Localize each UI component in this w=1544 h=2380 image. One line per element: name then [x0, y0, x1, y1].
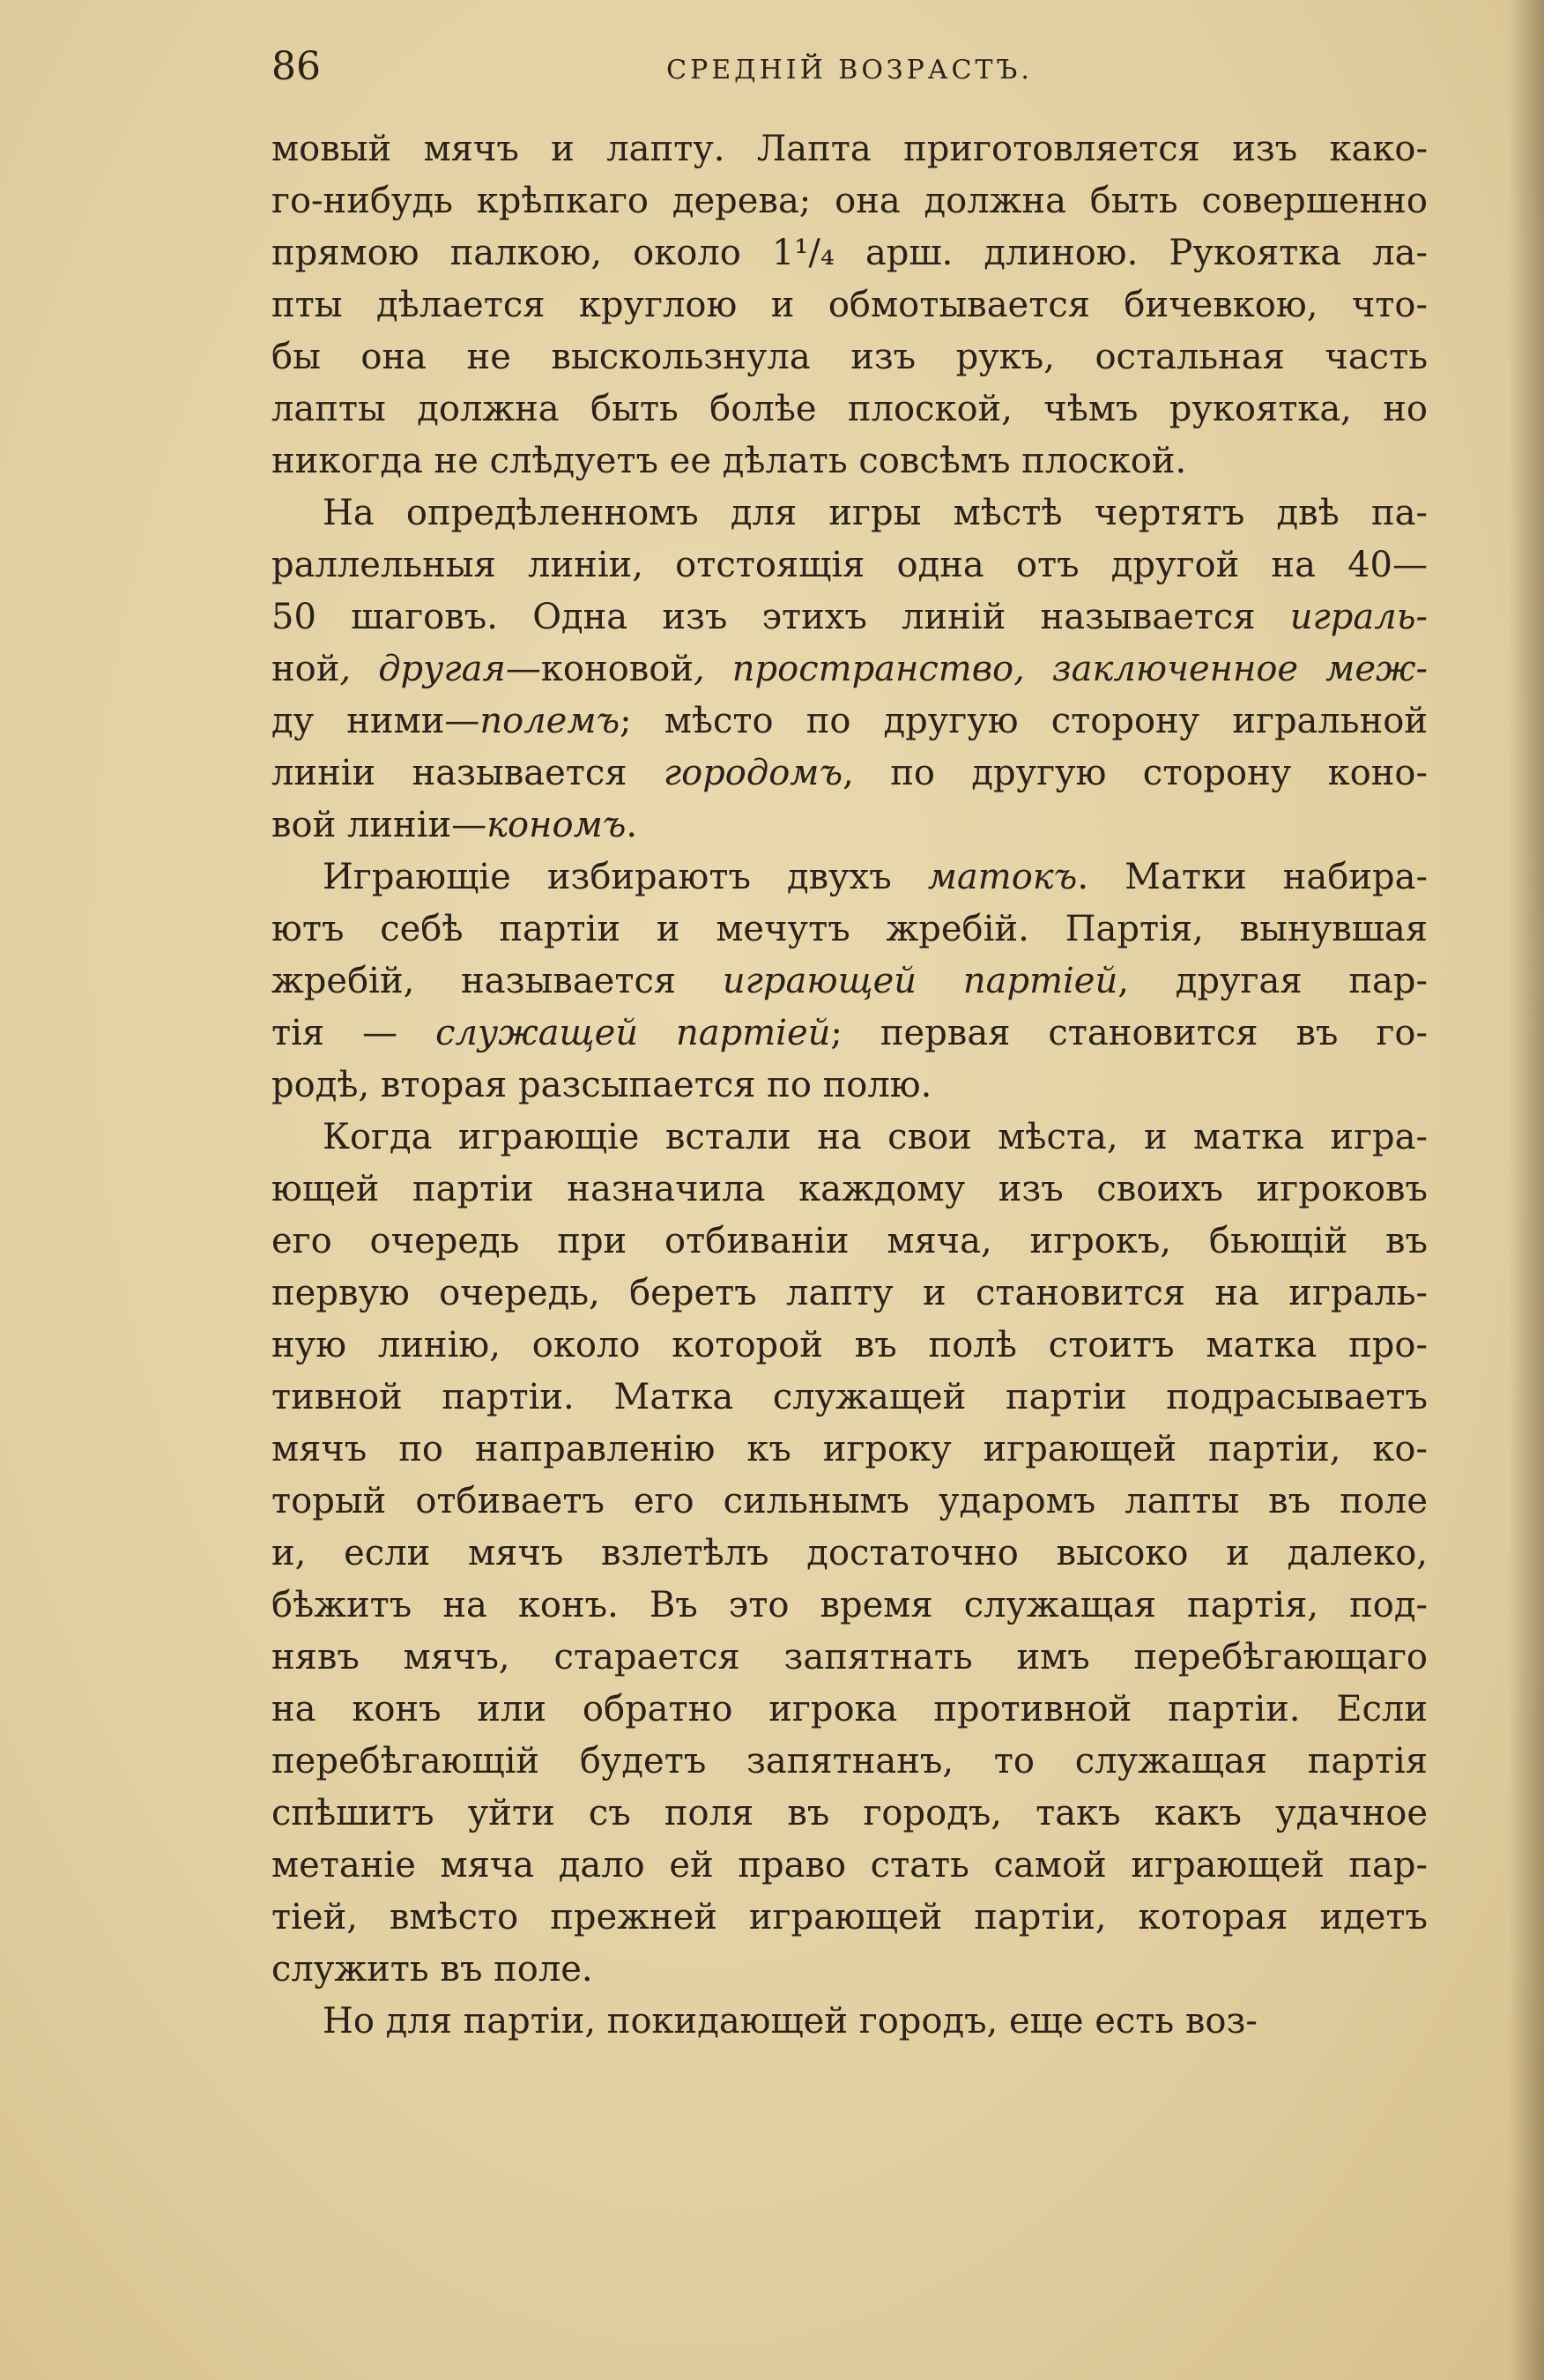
italic-term: служащей партіей [435, 1013, 831, 1053]
text-run: , по другую сторону коно- [843, 753, 1428, 793]
text-line [271, 1840, 1428, 1892]
text-run: 50 шаговъ. Одна изъ этихъ линій называется [271, 597, 1290, 637]
text-line [271, 1892, 1428, 1944]
text-line [271, 175, 1428, 227]
text-run: ; мѣсто по другую сторону игральной [620, 701, 1428, 741]
text-run: тивной партіи. Матка служащей партіи подрасываетъ [271, 1377, 1428, 1417]
text-line [271, 435, 1428, 487]
text-run: прямою палкою, около 1¹/₄ арш. длиною. Рукоятка ла- [271, 233, 1428, 273]
text-line [271, 331, 1428, 383]
text-run: на конъ или обратно игрока противной партіи. Если [271, 1689, 1428, 1729]
body-text [271, 123, 1428, 2048]
text-line [271, 1944, 1428, 1996]
italic-term: кономъ [486, 805, 627, 845]
paragraph [271, 487, 1428, 852]
running-title: СРЕДНІЙ ВОЗРАСТЪ. [666, 55, 1033, 86]
text-run: метаніе мяча дало ей право стать самой играющей пар- [271, 1845, 1428, 1885]
text-run: пты дѣлается круглою и обмотывается бичевкою, что- [271, 285, 1428, 325]
text-line [271, 1216, 1428, 1268]
text-run: Когда играющіе встали на свои мѣста, и матка игра- [323, 1117, 1428, 1157]
text-run: вой линіи— [271, 805, 487, 845]
text-run: . [626, 805, 638, 845]
text-line [271, 800, 1428, 852]
text-run: его очередь при отбиваніи мяча, игрокъ, бьющій въ [271, 1221, 1428, 1261]
text-run: ; первая становится въ го- [830, 1013, 1428, 1053]
text-run: Играющіе избираютъ двухъ [323, 857, 928, 897]
text-line [271, 279, 1428, 331]
text-run: тіей, вмѣсто прежней играющей партіи, которая идетъ [271, 1897, 1428, 1937]
text-run: , другая пар- [1117, 961, 1429, 1001]
text-run: ную линію, около которой въ полѣ стоитъ матка про- [271, 1325, 1428, 1365]
text-line [271, 1008, 1428, 1060]
text-line [271, 1320, 1428, 1372]
text-run: бы она не выскользнула изъ рукъ, остальная часть [271, 337, 1428, 377]
text-run: никогда не слѣдуетъ ее дѣлать совсѣмъ плоской. [271, 441, 1187, 481]
text-line [271, 747, 1428, 800]
paragraph [271, 1112, 1428, 1996]
page-number: 86 [271, 44, 321, 89]
text-line [271, 1372, 1428, 1424]
paragraph [271, 852, 1428, 1112]
text-line [271, 1060, 1428, 1112]
text-line [271, 1684, 1428, 1736]
text-run: раллельныя линіи, отстоящія одна отъ другой на 40— [271, 545, 1428, 585]
text-line [271, 123, 1428, 175]
text-line [271, 1112, 1428, 1164]
text-run: На опредѣленномъ для игры мѣстѣ чертятъ двѣ па- [323, 493, 1428, 533]
paragraph [271, 123, 1428, 487]
italic-term: городомъ [663, 753, 843, 793]
text-line [271, 1424, 1428, 1476]
text-run: ной [271, 649, 340, 689]
text-line [271, 1788, 1428, 1840]
text-line [271, 487, 1428, 539]
text-run: и, если мячъ взлетѣлъ достаточно высоко и далеко, [271, 1533, 1428, 1573]
text-line [271, 1580, 1428, 1632]
text-run: бѣжитъ на конъ. Въ это время служащая партія, под- [271, 1585, 1428, 1625]
italic-term: полемъ [479, 701, 620, 741]
text-line [271, 1268, 1428, 1320]
text-line [271, 1164, 1428, 1216]
text-run: ду ними— [271, 701, 480, 741]
text-run: линіи называется [271, 753, 664, 793]
italic-term: играль- [1289, 597, 1428, 637]
text-run: торый отбиваетъ его сильнымъ ударомъ лапты въ поле [271, 1481, 1428, 1521]
text-line [271, 1996, 1428, 2048]
text-run: мовый мячъ и лапту. Лапта приготовляется изъ како- [271, 129, 1428, 169]
italic-term: , другая— [339, 649, 541, 689]
text-run: перебѣгающій будетъ запятнанъ, то служащая партія [271, 1741, 1428, 1781]
text-line [271, 591, 1428, 643]
text-run: ющей партіи назначила каждому изъ своихъ игроковъ [271, 1169, 1428, 1209]
text-line [271, 1736, 1428, 1788]
text-line [271, 695, 1428, 747]
text-run: го-нибудь крѣпкаго дерева; она должна быть совершенно [271, 181, 1428, 221]
text-line [271, 227, 1428, 279]
text-run: служить въ поле. [271, 1949, 593, 1990]
text-run: нявъ мячъ, старается запятнать имъ перебѣгающаго [271, 1637, 1428, 1677]
text-run: Но для партіи, покидающей городъ, еще есть воз- [323, 2001, 1258, 2042]
text-line [271, 1528, 1428, 1580]
italic-term: играющей партіей [722, 961, 1118, 1001]
text-line [271, 1476, 1428, 1528]
text-run: . Матки набира- [1077, 857, 1428, 897]
italic-term: матокъ [927, 857, 1078, 897]
text-run: лапты должна быть болѣе плоской, чѣмъ рукоятка, но [271, 389, 1428, 429]
text-run: тія — [271, 1013, 436, 1053]
text-line [271, 539, 1428, 591]
text-line [271, 956, 1428, 1008]
italic-term: , пространство, заключенное меж- [694, 649, 1428, 689]
text-line [271, 852, 1428, 904]
text-line [271, 1632, 1428, 1684]
text-run: мячъ по направленію къ игроку играющей партіи, ко- [271, 1429, 1428, 1469]
running-head [271, 44, 1428, 97]
text-line [271, 383, 1428, 435]
text-run: ютъ себѣ партіи и мечутъ жребій. Партія, вынувшая [271, 909, 1428, 949]
text-line [271, 904, 1428, 956]
text-run: коновой [540, 649, 694, 689]
text-line [271, 643, 1428, 695]
paragraph [271, 1996, 1428, 2048]
text-run: первую очередь, беретъ лапту и становится на играль- [271, 1273, 1428, 1313]
text-run: родѣ, вторая разсыпается по полю. [271, 1065, 932, 1105]
text-run: спѣшитъ уйти съ поля въ городъ, такъ какъ удачное [271, 1793, 1428, 1833]
text-run: жребій, называется [271, 961, 723, 1001]
